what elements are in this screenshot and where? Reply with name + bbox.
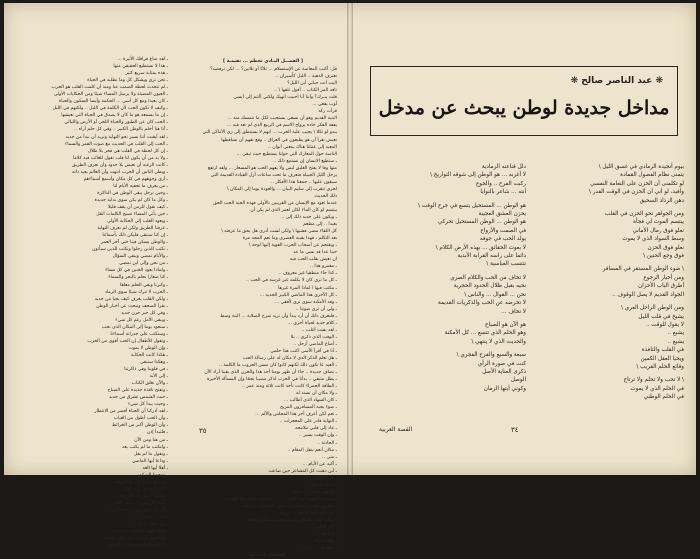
text-line: ـ الحب كان عن الطيور والحياة اللحن أو الأرض والليالي <box>64 120 168 126</box>
text-line: ـ بعيدا كل شيء ... منذ ذلك <box>115 500 168 506</box>
text-line: ـ كان بعيدا ومع كل أسى ... الحكمة وأيضا السكون والحياة <box>58 99 168 105</box>
text-line: ـ لقد أدركنا أن الحياة أقصر من الانتظار <box>94 409 168 415</box>
poem-line: ومن الجواهر نحو الحزن في القلب <box>604 211 684 218</box>
text-line: ـ أنا في أقرأ الأسى اكتب هذا حلمي <box>270 348 337 354</box>
text-line: ـ ضوء يحبه المسافرون المريح <box>280 405 337 411</box>
text-line: ـ ولقد بقي المكان <box>302 546 337 552</box>
text-line: ـ وحين نرحل يبقى الوطن في الذاكرة <box>97 190 168 196</box>
text-line: ـ نضاف جديدة .. جاء أن ظهر يومنا أحد هذا والحزن الذي بقينا أراد الآن <box>204 370 337 376</box>
text-line: ـ وفي كل خبر حزن جديد <box>120 310 168 316</box>
poem-line: وهو الحلم الذي تتسع ... كل الأمكنة <box>444 330 526 337</box>
text-line: ـ وانتهت بعدها كنا نحلم <box>293 489 337 495</box>
text-line: ـ أين ذهبت كل المشاعر حين ضاعت <box>268 468 337 474</box>
text-line: ـ وكيف لا تكون الحب لأن الكلمة في الليل .. ولكنهم في الليل <box>52 106 168 112</box>
text-line: ـ من هنا ومن الآن <box>134 437 168 443</box>
poem-line: ومن الوطن الراحل العري \ <box>621 305 684 312</box>
text-line: البنية القديم وهو أن نسعى يستجيب لكل ما نتمسك منه ... <box>227 116 337 122</box>
text-line: ـ وإننا نكسر الحلقة .. جديدة .. <box>110 529 168 535</box>
text-line: ـ وهكذا ستبقى <box>140 360 168 366</box>
text-line: ـ ويقتحم عن أصحاب الحرب القوية إليها لوحة \ <box>248 243 337 249</box>
text-line: ـ وكل ما كان لم يكن سوى بداية جديدة <box>94 197 168 203</box>
text-line: ـ العيد عا تكون ذلك لكنهم كانوا كان مسن الحروب ما الكلمة .. <box>219 363 337 369</box>
text-line: ـ ولا مكان أن نسند له <box>296 391 337 397</box>
poem-line: دهن الرذاذ السحيق <box>639 197 684 204</box>
text-line: ـ كل الأخرى هذا الماضي الكبير الجديد ... <box>259 292 337 298</box>
text-line: اليت أنت حياتي أين الليل؟ <box>287 81 337 87</box>
author-name: ❋ عبد الناصر صالح ❋ <box>570 76 663 86</box>
text-line: ـ هل تعلم الذكر الذي لا مكان له على رسالة الحب <box>242 355 337 361</box>
poem-line: في الحلم الذي لا يموت <box>630 385 684 392</box>
poem-left-lines <box>376 163 526 393</box>
text-line: ـ متى .. <box>322 454 337 460</box>
text-line: ـ ونفتح نافذة جديدة على الصباح <box>107 388 168 394</box>
poem-line: وسط السواد الذي لا يموت <box>622 236 684 243</box>
text-line: ـ ولكن القلب يعرف كيف يحيا من جديد <box>94 296 168 302</box>
text-line: ـ ونقول للأطفال إن الحب أقوى من الحرب <box>87 338 168 344</box>
text-line: ـ الطريق الجديد للحياة في نفس المجرى ... البعيد <box>242 503 337 509</box>
left-page-left-column <box>20 57 168 549</box>
poem-line: لا بعوت الحقائق ... بهذه الأرض الكلام \ <box>435 244 526 251</box>
text-line: ـ لقد أيقنت أننا نسير نحو النهاية ونريد أن نبدأ من جديد <box>65 134 168 140</box>
right-page <box>351 3 696 475</box>
text-line: ـ والوطن يسكن فينا حتى آخر العمر <box>100 240 168 246</box>
text-line: ـ نكتب للذين رحلوا ونكتب للذين سيأتون <box>92 247 168 253</box>
text-line: ـ سنعود يوما إلى المكان الذي نحب <box>101 324 168 330</box>
text-line: ـ أهلا أيها الغد <box>142 465 168 471</box>
text-line: ـ كيف نقول للزمن أن يقف قليلا <box>107 204 168 210</box>
text-line: ـ الحادثة .. <box>316 440 337 446</box>
text-line: حبنا عدا قد نسي ما عد <box>293 250 337 256</box>
text-line: ـ ستطيع الانسان إن نستمع ذلك .. <box>273 158 337 164</box>
poem-line: نحيه بقبل ظلال الحدود الحجرية <box>453 283 526 290</box>
page-number-left: ٣٥ <box>199 427 207 435</box>
poem-line: سبعة والسيع والفرح الفجري \ <box>456 352 526 359</box>
text-line: ـ وحيث يبدأ كل شيء <box>128 402 168 408</box>
text-line: الناسة حول المعارك التي حولنا يستطيع حيث تبقى ... <box>236 151 337 157</box>
text-line: بيتسم لو كان الماء لكان لعمر الذي لم يكن أن <box>250 207 337 213</box>
text-line: ـ وكبرنا وبقي الحلم معلقا <box>120 282 168 288</box>
text-line: ـ إلى أن يقول عن هذه الذكرى <box>110 508 168 513</box>
text-line: ـ وإذا أضاء الصباح فلتكن البداية <box>108 543 168 549</box>
text-line: ـ ولنكتب ما لم يكتب بعد <box>121 444 168 450</box>
text-line: ـ العيون المضيئة ولا يرسل المساء شيئا ومن الحكايات الأولى <box>53 92 168 98</box>
text-line: ـ إن كل لحظة في القلب هي فجر بلا ظلال <box>87 148 168 154</box>
text-line: ـ وأن الحب أطول من الغياب <box>113 416 168 422</box>
text-line: ذلك الحديث <box>314 193 337 199</box>
section-label: القصة العربية <box>379 426 413 433</box>
text-line: ـ نقرأ الصحف ونبحث عن أخبار الوطن <box>96 303 168 309</box>
text-line: ـ كل ما ترى كان لا يكلمه غير غرسه في الحب .. <box>245 278 337 284</box>
text-line: ـ عاد إلى قلبي ملامحه <box>295 426 337 432</box>
text-line: تعيش نقرأ أن هو يطيعون في العراق .. وقع نفهم أن تساقطها <box>221 137 337 143</box>
text-line: ـ أرى وجوههم في كل مكان وأسمع أسماءهم <box>83 176 168 182</box>
text-line: ـ والآن نغلق الكتاب <box>131 381 168 387</box>
text-line: سيقون عليها .. جمعنا هذا الأفكار .. <box>271 179 337 185</box>
text-line: ـ النهاية قادر على المعجزات .. <box>279 419 337 425</box>
poem-line: وقائع الحلم القريب \ <box>636 363 684 370</box>
text-line: ـ وأن تعود يا ليل .. <box>132 522 168 528</box>
poem-line: نعلو فوق رمال الأماني <box>632 227 684 234</box>
text-line: ـ فلنعرف ذلك أن أرد يبدأ وأن نريد شرح الصلابة ... البنة وسط <box>220 313 337 319</box>
text-line: ـ كنا صغارا نحلم بالبحر والسماء <box>108 275 168 281</box>
left-page <box>4 3 349 559</box>
poem-line: هو الآن هو الصباح <box>485 321 526 328</box>
text-line: ـ ويعود القلب إلى الحكاية الأولى <box>107 219 168 225</box>
poem-line: يشبع .. <box>667 330 684 337</box>
text-line: ـ من نحن وإلى أين نمضي <box>119 261 168 267</box>
text-line: بعد التكلم ، فهذا يقينه العصري وما نعم المجد مرة <box>242 236 337 242</box>
poem-line: لا أغربه ... هو الوطن إلى شوقه التواريخ \ <box>430 172 526 179</box>
text-line: ـ ونقول ما لم يقل <box>133 451 168 457</box>
text-line: ـ وقد الأمكنة سوى ترى لأفقي ... <box>274 299 337 305</box>
text-line: ـ ويبقى الأمل رغم كل شيء <box>115 317 168 323</box>
text-line: يرحل الليل الجبيلة فتعرف ما تحت ساعات أزل القيادة القديمة التي <box>210 172 337 178</box>
text-line: ـ كان السهاد الذي أطالب ... <box>283 398 337 404</box>
text-line: يبدو لو تكلا \ يجيب علية الحرب ... انهم لا يستنطق إلى زي الأماكن التي <box>202 130 337 136</box>
poem-line: يحزن العشق العجيبة <box>478 211 526 218</box>
poem-line: الجواد القديم لا يصل الوقوف .. <box>612 291 684 298</box>
poem-line: دائما على راسه القرابة الأبدية <box>457 253 526 260</box>
text-line: ـ بطل متبقي .. بدأنا في الحرب لذكر مصيبا نجمًا وإن المسألة الأخيرة <box>207 377 337 383</box>
text-line: كل اللقاء مضى فشيها \ ولكن لست أدري هل يحق ما عرفته \ <box>221 229 337 235</box>
text-line: ـ حين يأتي المساء تصبح الكلمات أثقل <box>96 212 168 218</box>
text-line: ـ مكان أنعم بنقل المقام .. <box>287 447 337 453</box>
poem-line: يتمنى نظام الفصول القمادة <box>620 172 684 179</box>
poem-line: دلل قناعته الرمادية <box>481 164 526 170</box>
text-line: ـ الرابعة .. <box>317 532 337 538</box>
poem-line: يشيخ في قلب الليل <box>638 313 684 320</box>
text-line: ـ وداعا أيها الماضي <box>132 458 168 464</box>
text-line: ـ مكتب فيها \ لماذا المرة غيرها <box>278 285 337 291</box>
text-line: ـ كانت الرغبة أن نعيش بلا حدود وأن نعرف الطريق <box>72 162 168 168</box>
page-number-right: ٣٤ <box>511 426 519 434</box>
poem-line: تنتسب العباسية \ <box>486 261 526 268</box>
text-line: ناقد المر الكتاب .. أقول تلفها \ .. <box>274 88 337 94</box>
text-line: ـ كلام جديد لحياة أخرى ... <box>287 320 337 326</box>
text-line: ـ لكن كان هذا الرحيل .. عرفته <box>279 511 337 516</box>
text-line: ـ ويظن الناس أن الحرب انتهت وأن العالم يعيد ذاته <box>71 169 168 175</box>
text-line: ـ والأيام تمضي ويبقى السؤال <box>112 254 168 260</box>
text-line: ـ أضاع الماضي أرحل .. <box>293 341 337 347</box>
poem-line: يشيع .. <box>667 338 684 345</box>
poem-line: في القلب والنافذة <box>641 347 684 354</box>
poem-right-lines <box>536 163 684 402</box>
text-line: ـ وما لقاء أبدا كان هذا الوقت <box>113 479 168 485</box>
text-line: ـ لم تتحدث لحظة الصمت عنا ومنذ أن كلمت القلب هو الحرب <box>51 85 168 91</box>
text-line: ـ وسنكتب على جدرانه أسماءنا <box>110 331 168 337</box>
poem-line: يبتسم الموت لي فجأة <box>633 219 684 226</box>
poem-line: أنته ... شاعر بالنوايا <box>480 189 526 196</box>
text-line: ـ الطاقة الحمراء كانت تأخذ كانت ثلاثة ومنذ عمر .. <box>241 384 337 390</box>
poem-line: هو الوطن ... المستحيل يتسع في جرح الوقت \ <box>418 202 526 209</box>
poem-line: في الصمت والأرواح <box>480 227 526 234</box>
text-line: أوب يقعي ... <box>312 102 337 108</box>
text-line: ـ وإن الوقت يسير .. <box>298 433 337 439</box>
title-box <box>370 66 678 136</box>
text-line: ـ في قلوبنا وفي ذاكرتنا <box>124 367 168 373</box>
text-line: ـ نحن نرى ويشكل كل وما نطلبه في الحياة <box>87 78 168 84</box>
text-line: ـ الحب إلى القلب في الحديث مع صوت القمر والسماء <box>65 141 168 147</box>
text-line: ـ إن ما نسمعه هو ما كان لا يصدق في الحياة التي نعيشها <box>61 113 168 119</box>
poem-line: يولد الحب في جوفه <box>479 236 526 243</box>
text-line: لحرى تتقرب إلى سليم البيان ... والعودة يوما إلى المكان \ <box>226 186 337 192</box>
text-line: ـ إن كنا سنبقى فليكن ذلك بأسمائنا <box>102 233 168 239</box>
poem-line: وكوني أيتها الزمان <box>483 385 526 392</box>
poem-line: لا يقول للوقت .. <box>645 321 684 328</box>
text-line: ـ إلى الأبد <box>149 374 168 380</box>
text-line: منها وفا لا يفتح العليق لبس ولا يفهم الحب هو المسعار ... ولقد ارتفع <box>207 165 337 171</box>
text-line: ـ والذي أراه <box>314 539 337 545</box>
text-line: يفقه الفكر حاده بزواج الاسم في الربيع الذي لم نعد فيه ... <box>226 123 337 129</box>
text-line: ـ ولي أن ترى صوتنا .. <box>295 306 337 312</box>
poem-line: لا تحرضه عن الحب والذكريات القديمة <box>437 300 526 307</box>
text-line: المعيد إلى عملتا هناك بمعنى أبوان .. <box>267 144 337 150</box>
text-line: ـ كما كنا دائما ... \ <box>133 515 168 521</box>
poem-line: \ لا تحب ولا تحلم ولا ترتاح <box>623 377 684 384</box>
text-line: ـ وأن الوطن أكبر من الخرائط <box>111 423 168 429</box>
text-line: ـ لقد بقيت أغلب .. <box>301 327 337 333</box>
text-line: ـ ولماذا يعود الحنين في كل مساء <box>105 268 168 274</box>
magazine-spread <box>4 3 696 559</box>
text-line: ـ أنا هنا أحلم بالوطن الكبير .. وفي كل حلم أراه .. <box>74 127 168 133</box>
poem-line: نعلو فوق الحزن <box>647 244 684 251</box>
poem-line: وأفيد، لو أني أن الحزن في الوقت القدر \ <box>589 189 684 196</box>
poem-line: كنت في صورة الرأي <box>477 360 526 367</box>
text-line: قل: أكتب المعاصة عن الإستسلام ... ثلاثًا أو ثلاثين؟ ... لكن ترفضه؟ <box>210 67 337 73</box>
text-line: ـ ولا بد من أن يكون لنا قلب نقول للغائب فيه كلاما <box>73 155 168 161</box>
poem-line: لا تخاف ... <box>501 308 526 315</box>
article-title: مداخل جديدة لوطن يبحث عن مدخل <box>378 97 670 119</box>
poem-line: أطرق الباب الأحزان <box>638 283 684 290</box>
text-line: ـ الحرب لا تترك شيئا سوى الرماد <box>104 289 168 295</box>
poem-line: ويحيا العقل الكمين <box>640 355 684 362</box>
poem-line: الوصل <box>510 377 526 384</box>
text-line: ـ هل اختلف شيء .. <box>299 475 337 481</box>
text-line: نغترف الذهبة .. الليل كأسيران .. <box>275 74 337 80</box>
text-line: ـ مقمرو هذا .. <box>310 264 337 270</box>
text-line: ـ كان لا يعرف أين يكون .. <box>118 486 168 492</box>
text-line: ـ نعم لكن أعرف أجر هذا المجلس والألم ... <box>255 412 337 418</box>
poem-line: في الحلم الوطني <box>643 394 684 401</box>
text-line: ـ كذا جاء منطقيا غير معروف .. <box>278 271 337 277</box>
text-line: ـ ووحدنا السكون <box>136 472 168 478</box>
text-line: ـ دائما ما نعود .. <box>306 482 337 488</box>
text-line: ـ وإن الوطن لا يموت <box>128 345 168 351</box>
text-line: ـ ويكون على جديد ذلك إلى .. <box>281 215 337 221</box>
poem-line: ومن أخبار الرجوع <box>643 274 684 281</box>
poem-line: هو الوطن ... الوطن المستحيل تحركي <box>437 219 526 226</box>
poem-line: لا تخاف من الحب والكلام الصري <box>450 274 526 281</box>
text-line: ـ حيث الشمس تشرق من جديد <box>108 395 168 401</box>
text-line: بعيدا .. إلى مطعم <box>303 222 337 228</box>
left-column-lines <box>20 57 168 549</box>
section-subheading: [ الفصــل البـادي تحطم ... نقيمـة ] <box>223 59 303 64</box>
text-line: ـ وعلى نفس المكان يصرخ الجميع سكان الحياة <box>248 518 337 524</box>
poem-line: نحن ... القوال ... والناس \ <box>464 291 526 298</box>
text-line: ـ لقد ضاع فراقك الأثيرة ... <box>117 57 168 62</box>
poem-line: ركبت الفرح .. والجوع <box>475 180 526 187</box>
text-line: ـ فلنبدأ إذن <box>146 430 168 436</box>
poem-line: \ ضوء الوطن المستقر في المسافر <box>602 266 684 273</box>
poem-left-column <box>376 163 526 393</box>
text-line: ـ أكيد عن الأيام ... <box>302 461 337 467</box>
text-line: ان نعيش بقلب الحب فيه <box>289 257 337 263</box>
poem-line: بيوم أنجيدة الرمادي في غسق الليل \ <box>598 164 684 170</box>
right-column-lines <box>189 67 337 552</box>
text-line: ـ وأنا أصل إلى أين ثم يكون المجد <box>104 536 168 542</box>
text-line: ـ ولكني أعرف أنه كان هنا <box>119 493 168 499</box>
text-line: قلت يبـرك؟ وأننا أنا أحببت أنهيك ولكني أأنتم إلى أبسي <box>233 95 337 101</box>
text-line: ـ هذه بمثابة سريع كثير <box>125 71 168 77</box>
poem-line: ذكرى العناية الأصل <box>482 368 526 375</box>
text-line: ـ آخر الكلمات <box>310 525 337 531</box>
poem-line: لو تكلمنى أن الحزن على النعامة النفسي <box>590 180 684 187</box>
text-line: قرأت ركه <box>318 109 337 115</box>
text-line: ـ من يعرف ما تخفيه الأيام لنا <box>113 183 168 189</box>
text-line: ـ بسرعة الضجيج في الحرب .. أين أصبحت لأجل بدأ الوقت .. <box>222 496 337 502</box>
right-column-footer: الحلقات القادمة \ .. <box>240 553 286 559</box>
text-line: ـ هكذا كانت الحكاية <box>130 352 168 358</box>
text-line: عندما تعود مع الإنسان من القريبين بالأولى فهذه الحية الحب الحق <box>213 200 337 206</box>
text-line: ـ هذا لا نستطيع الحقيقي منها <box>113 64 168 70</box>
poem-line: والحديث الذي لا ينتهي \ <box>471 338 526 345</box>
poem-line: فوق وجع الحنين \ <box>643 253 684 260</box>
poem-right-column <box>536 163 684 402</box>
text-line: ـ الوقت الذي ذكرى .. بلا <box>290 334 337 340</box>
text-line: ـ عرفنا الطريق ولكن لم نعرف النهاية <box>97 226 168 232</box>
